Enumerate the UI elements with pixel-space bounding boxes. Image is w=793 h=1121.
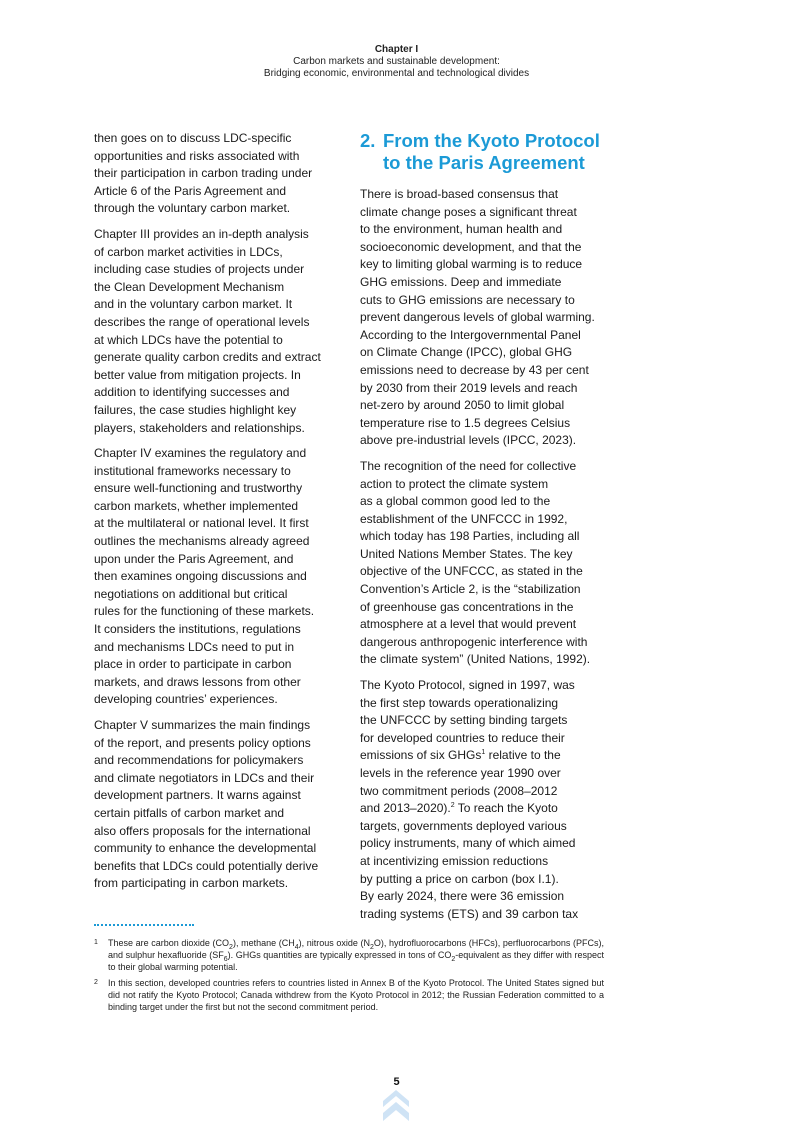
footnote-1 [94, 937, 604, 973]
subscript: 2 [229, 943, 233, 951]
footnote-ref-2[interactable]: 2 [450, 802, 455, 810]
paragraph: Chapter V summarizes the main findings of the report, and presents policy options and recommendations for policymakers and climate negotiators in LDCs and their development partners. It warns against certain pitfalls of carbon market and also offers proposals for the international community to enhance the developmental benefits that LDCs could potentially derive from participating in carbon markets. [94, 718, 319, 891]
section-number: 2. [360, 130, 376, 151]
text-run: To reach the Kyoto targets, governments deployed various policy instruments, many of which aimed at incentivizing emission reductions by putting a price on carbon (box I.1). By early 2024, there were 36 emission trading systems (ETS) and 39 carbon tax [360, 801, 579, 921]
text-run: ), methane (CH [232, 938, 295, 948]
footnote-number: 2 [94, 979, 98, 986]
footnote-ref-1[interactable]: 1 [481, 749, 486, 757]
paragraph: then goes on to discuss LDC-specific opportunities and risks associated with their participation in carbon trading under Article 6 of the Paris Agreement and through the voluntary carbon market. [94, 131, 313, 216]
text-run: O), hydrofluorocarbons (HFCs), perfluorocarbons (PFCs), and sulphur hexafluoride (SF [108, 938, 604, 960]
subscript: 6 [223, 955, 228, 963]
subscript: 2 [370, 943, 374, 951]
text-run: The Kyoto Protocol, signed in 1997, was the first step towards operationalizing the UNFCCC by setting binding targets for developed countries to reduce their emissions of six GHGs [360, 678, 575, 763]
chapter-subtitle-line-2: Bridging economic, environmental and technological divides [263, 68, 530, 79]
right-column [360, 130, 604, 931]
subscript: 4 [294, 943, 299, 951]
text-run: relative to the levels in the reference year 1990 over two commitment periods (2008–2012 and 2013–2020). [360, 748, 561, 816]
footnote-number: 1 [94, 939, 98, 946]
text-run: ), nitrous oxide (N [298, 938, 371, 948]
footnote-2 [94, 977, 604, 1013]
chapter-label: Chapter I [374, 44, 419, 55]
text-run: ). GHGs quantities are typically expressed in tons of CO [227, 950, 452, 960]
page-number: 5 [393, 1076, 400, 1088]
text-run: These are carbon dioxide (CO [108, 938, 230, 948]
paragraph: Chapter IV examines the regulatory and institutional frameworks necessary to ensure well-functioning and trustworthy carbon markets, whether implemented at the multilateral or national level. It first outlines the mechanisms already agreed upon under the Paris Agreement, and then examines ongoing discussions and negotiations on additional but critical rules for the functioning of these markets. It considers the institutions, regulations and mechanisms LDCs need to put in place in order to participate in carbon markets, and draws lessons from other developing countries’ experiences. [94, 446, 315, 707]
text-run: -equivalent as they differ with respect to their global warming potential. [108, 950, 604, 972]
subscript: 2 [451, 955, 456, 963]
chapter-subtitle-line-1: Carbon markets and sustainable development: [293, 56, 500, 67]
double-chevron-up-icon[interactable] [383, 1090, 409, 1121]
footnotes [94, 937, 604, 1017]
paragraph: There is broad-based consensus that climate change poses a significant threat to the environment, human health and socioeconomic development, and that the key to limiting global warming is to reduce GHG emissions. Deep and immediate cuts to GHG emissions are necessary to prevent dangerous levels of global warming. According to the Intergovernmental Panel on Climate Change (IPCC), global GHG emissions need to decrease by 43 per cent by 2030 from their 2019 levels and reach net-zero by around 2050 to limit global temperature rise to 1.5 degrees Celsius above pre-industrial levels (IPCC, 2023). [360, 187, 595, 448]
section-title: From the Kyoto Protocol to the Paris Agreement [383, 130, 600, 173]
left-column [94, 130, 332, 901]
footnote-text: In this section, developed countries refers to countries listed in Annex B of the Kyoto Protocol. The United States signed but did not ratify the Kyoto Protocol; Canada withdrew from the Kyoto Protocol in 2012; the Russian Federation committed to a binding target under the first but not the second commitment period. [108, 978, 604, 1012]
paragraph: Chapter III provides an in-depth analysis of carbon market activities in LDCs, including case studies of projects under the Clean Development Mechanism and in the voluntary carbon market. It describes the range of operational levels at which LDCs have the potential to generate quality carbon credits and extract better value from mitigation projects. In addition to identifying successes and failures, the case studies highlight key players, stakeholders and relationships. [94, 226, 321, 435]
paragraph [360, 677, 604, 923]
footnote-separator [94, 924, 194, 926]
paragraph: The recognition of the need for collective action to protect the climate system as a global common good led to the establishment of the UNFCCC in 1992, which today has 198 Parties, including all United Nations Member States. The key objective of the UNFCCC, as stated in the Convention’s Article 2, is the “stabilization of greenhouse gas concentrations in the atmosphere at a level that would prevent dangerous anthropogenic interference with the climate system” (United Nations, 1992). [360, 458, 591, 667]
page-header [0, 44, 793, 80]
section-heading [360, 130, 604, 174]
footnote-text [108, 937, 604, 973]
